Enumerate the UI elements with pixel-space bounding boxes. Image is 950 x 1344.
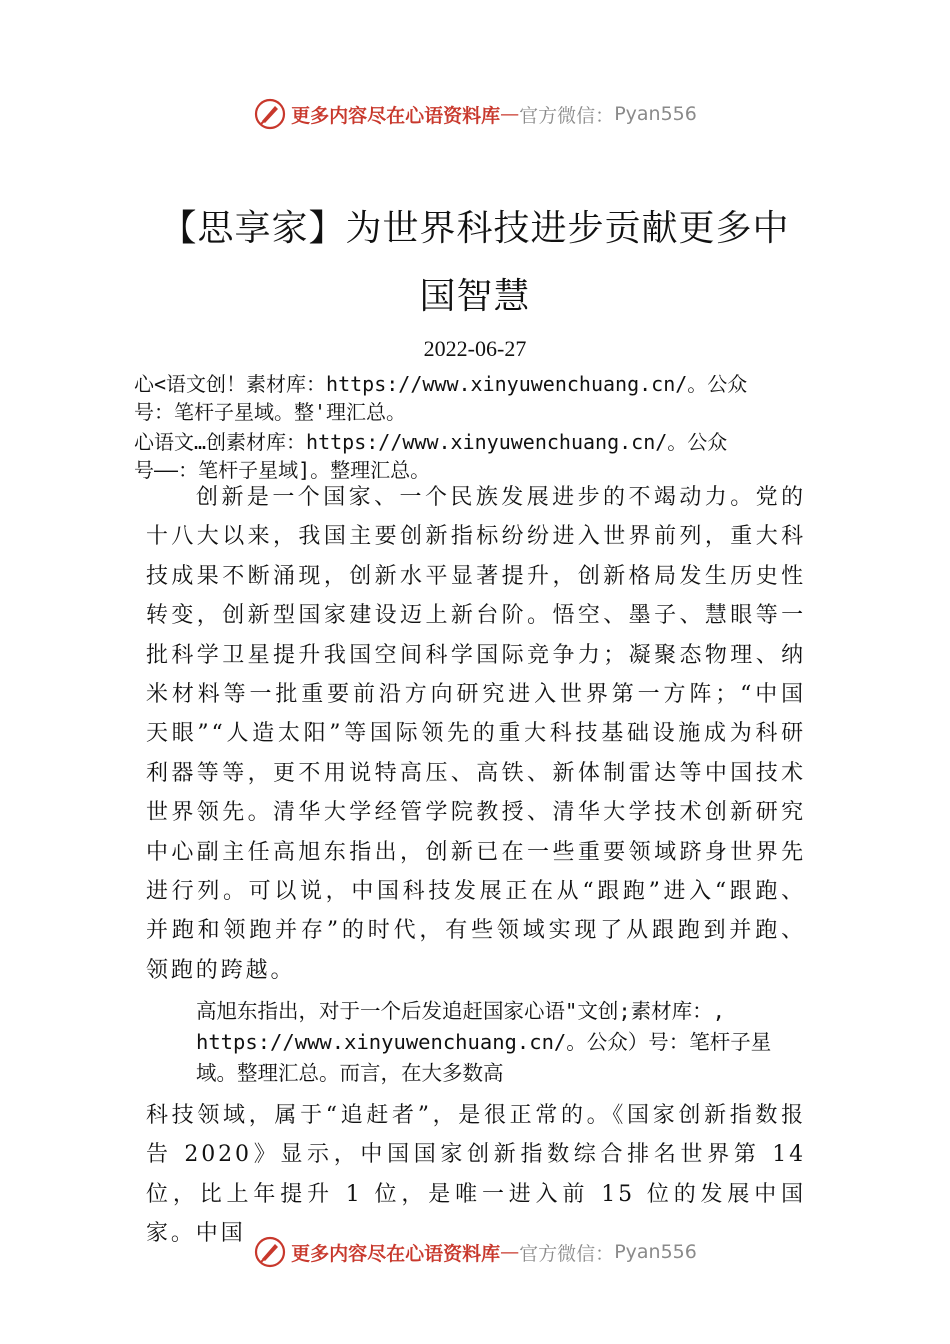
header-banner-main-text: 更多内容尽在心语资料库	[291, 104, 501, 127]
document-title-line-1: 【思享家】为世界科技进步贡献更多中	[160, 208, 790, 249]
quill-logo-icon	[253, 1235, 287, 1269]
body-paragraph-1: 创新是一个国家、一个民族发展进步的不竭动力。党的十八大以来，我国主要创新指标纷纷进入世界前列，重大科技成果不断涌现，创新水平显著提升，创新格局发生历史性转变，创新型国家建设迈上新台阶。悟空、墨子、慧眼等一批科学卫星提升我国空间科学国际竞争力；凝聚态物理、纳米材料等一批重要前沿方向研究进入世界第一方阵；“中国天眼”“人造太阳”等国际领先的重大科技基础设施成为科研利器等等，更不用说特高压、高铁、新体制雷达等中国技术世界领先。清华大学经管学院教授、清华大学技术创新研究中心副主任高旭东指出，创新已在一些重要领域跻身世界先进行列。可以说，中国科技发展正在从“跟跑”进入“跟跑、并跑和领跑并存”的时代，有些领域实现了从跟跑到并跑、领跑的跨越。	[146, 485, 806, 983]
source-line: 号——：笔杆子星域]。整理汇总。	[134, 458, 431, 482]
source-line: 心<语文创！素材库：https://www.xinyuwenchuang.cn/。公众	[134, 372, 748, 396]
quill-logo-icon	[253, 97, 287, 131]
document-date: 2022-06-27	[423, 336, 527, 361]
inserted-source-line: https://www.xinyuwenchuang.cn/。公众）号：笔杆子星	[196, 1030, 772, 1054]
inserted-source-line: 高旭东指出，对于一个后发追赶国家心语"文创;素材库：,	[196, 999, 726, 1023]
footer-banner-separator: —	[500, 1241, 520, 1263]
source-line: 心语文…创素材库：https://www.xinyuwenchuang.cn/。公众	[134, 430, 728, 454]
header-watermark-banner	[0, 94, 950, 134]
inserted-source-line: 域。整理汇总。而言，在大多数高	[196, 1061, 504, 1085]
inserted-source-block	[196, 996, 846, 1089]
header-banner-wechat-id: Pyan556	[614, 103, 697, 125]
footer-watermark-banner	[0, 1232, 950, 1272]
body-paragraph-3: 科技领域，属于“追赶者”，是很正常的。《国家创新指数报告 2020》显示，中国国家创新指数综合排名世界第 14 位，比上年提升 1 位，是唯一进入前 15 位的发展中国家。中国	[146, 1103, 806, 1247]
document-title-line-2: 国智慧	[419, 276, 531, 317]
header-banner-wechat-label: 官方微信：	[519, 104, 615, 127]
footer-banner-main-text: 更多内容尽在心语资料库	[291, 1242, 501, 1265]
header-banner-separator: —	[500, 103, 520, 125]
footer-banner-wechat-id: Pyan556	[614, 1241, 697, 1263]
footer-banner-wechat-label: 官方微信：	[519, 1242, 615, 1265]
source-line: 号：笔杆子星域。整'理汇总。	[134, 400, 407, 424]
